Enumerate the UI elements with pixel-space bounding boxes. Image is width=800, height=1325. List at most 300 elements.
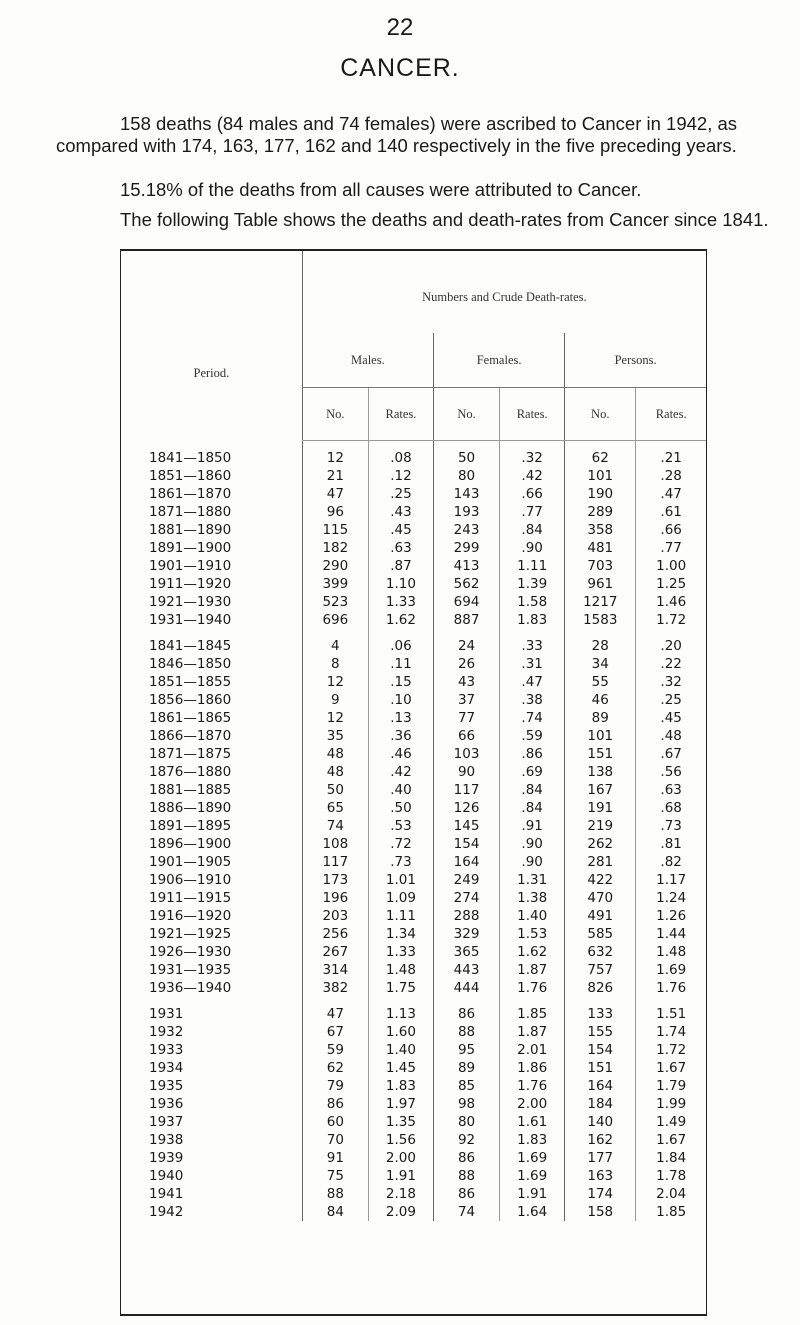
cell-females-rate: .74 (500, 709, 565, 727)
spacer-cell (302, 441, 368, 450)
cell-persons-rate: .28 (660, 468, 682, 484)
cell-females-rate: 1.87 (500, 961, 565, 979)
cell-period: 1846—1850 (121, 655, 302, 673)
cell-persons-no: 961 (565, 575, 636, 593)
table-row (121, 485, 706, 503)
cell-persons-no: 491 (565, 907, 636, 925)
cell-males-rate: 1.48 (368, 961, 433, 979)
cell-persons-no: 191 (565, 799, 636, 817)
cell-females-no: 50 (434, 449, 500, 467)
cell-persons-rate: 1.67 (656, 1132, 687, 1148)
cell-males-no: 117 (302, 853, 368, 871)
cell-males-no: 203 (302, 907, 368, 925)
cell-males-rate: 1.75 (368, 979, 433, 997)
cell-males-no: 9 (302, 691, 368, 709)
cell-females-no: 74 (434, 1203, 500, 1221)
cell-males-no: 59 (302, 1041, 368, 1059)
cell-males-rate: .25 (368, 485, 433, 503)
cell-males-rate: 1.34 (368, 925, 433, 943)
cell-males-rate: 1.10 (368, 575, 433, 593)
cell-period: 1851—1855 (121, 673, 302, 691)
cell-males-no: 48 (302, 745, 368, 763)
cell-persons-rate: 1.48 (656, 944, 687, 960)
cell-persons-rate: 1.67 (656, 1060, 687, 1076)
table-row (121, 691, 706, 709)
cell-period: 1841—1845 (121, 637, 302, 655)
cell-period: 1891—1900 (121, 539, 302, 557)
cell-period: 1876—1880 (121, 763, 302, 781)
cell-males-no: 523 (302, 593, 368, 611)
table-row (121, 1113, 706, 1131)
table-row (121, 539, 706, 557)
cell-persons-rate: 1.51 (656, 1006, 687, 1022)
spacer-cell (434, 629, 500, 637)
cell-period: 1935 (121, 1077, 302, 1095)
table-row (121, 907, 706, 925)
cell-persons-rate: 1.76 (656, 980, 687, 996)
cell-females-rate: 1.91 (500, 1185, 565, 1203)
cell-females-rate: 1.53 (500, 925, 565, 943)
cell-persons-rate: 1.44 (656, 926, 687, 942)
cell-females-no: 92 (434, 1131, 500, 1149)
cell-males-rate: 1.45 (368, 1059, 433, 1077)
cell-males-rate: 1.91 (368, 1167, 433, 1185)
cell-males-no: 91 (302, 1149, 368, 1167)
cell-period: 1916—1920 (121, 907, 302, 925)
cell-females-no: 274 (434, 889, 500, 907)
cell-period: 1861—1865 (121, 709, 302, 727)
spacer-cell (636, 997, 706, 1005)
cell-persons-no: 138 (565, 763, 636, 781)
cell-males-no: 79 (302, 1077, 368, 1095)
cell-persons-rate: .56 (660, 764, 682, 780)
cell-males-rate: .12 (368, 467, 433, 485)
cell-persons-no: 826 (565, 979, 636, 997)
cell-males-no: 4 (302, 637, 368, 655)
section-spacer (121, 997, 706, 1005)
cell-females-rate: 1.69 (500, 1149, 565, 1167)
spacer-cell (368, 441, 433, 450)
cell-period: 1936 (121, 1095, 302, 1113)
cell-males-rate: .53 (368, 817, 433, 835)
cell-females-rate: 2.00 (500, 1095, 565, 1113)
cell-males-rate: .15 (368, 673, 433, 691)
cell-males-rate: .42 (368, 763, 433, 781)
cell-persons-no: 703 (565, 557, 636, 575)
cell-males-rate: 1.33 (368, 593, 433, 611)
spacer-cell (500, 629, 565, 637)
cell-persons-no: 632 (565, 943, 636, 961)
cell-females-rate: .84 (500, 781, 565, 799)
cell-persons-rate: .82 (660, 854, 682, 870)
cell-females-no: 193 (434, 503, 500, 521)
cell-males-no: 35 (302, 727, 368, 745)
cell-females-rate: 1.87 (500, 1023, 565, 1041)
spacer-cell (434, 441, 500, 450)
table-row (121, 943, 706, 961)
cell-females-rate: 1.76 (500, 979, 565, 997)
cell-females-rate: .90 (500, 835, 565, 853)
spacer-cell (500, 997, 565, 1005)
cell-males-rate: 1.09 (368, 889, 433, 907)
cell-females-rate: 1.58 (500, 593, 565, 611)
cell-persons-rate: .68 (660, 800, 682, 816)
cell-persons-rate: .61 (660, 504, 682, 520)
cell-persons-rate: .25 (660, 692, 682, 708)
cell-period: 1861—1870 (121, 485, 302, 503)
cell-males-rate: .63 (368, 539, 433, 557)
cell-period: 1841—1850 (121, 449, 302, 467)
cell-persons-no: 358 (565, 521, 636, 539)
col-males-no: No. (302, 388, 368, 441)
cell-persons-rate: 1.17 (656, 872, 687, 888)
cell-period: 1931 (121, 1005, 302, 1023)
cell-females-no: 66 (434, 727, 500, 745)
table-row (121, 781, 706, 799)
table-row (121, 637, 706, 655)
table-row (121, 1095, 706, 1113)
cell-males-no: 108 (302, 835, 368, 853)
cell-males-rate: 1.35 (368, 1113, 433, 1131)
cell-males-rate: .08 (368, 449, 433, 467)
cell-females-rate: 1.31 (500, 871, 565, 889)
section-spacer (121, 441, 706, 450)
table-row (121, 889, 706, 907)
cell-females-no: 86 (434, 1005, 500, 1023)
cell-females-rate: 1.61 (500, 1113, 565, 1131)
cell-females-rate: .77 (500, 503, 565, 521)
cell-males-no: 21 (302, 467, 368, 485)
cell-persons-rate: .22 (660, 656, 682, 672)
table-body (121, 441, 706, 1222)
cell-period: 1871—1875 (121, 745, 302, 763)
cell-females-rate: .84 (500, 799, 565, 817)
paragraph-percentage: 15.18% of the deaths from all causes were attributed to Cancer. (120, 178, 642, 200)
cell-females-rate: 1.86 (500, 1059, 565, 1077)
cell-males-no: 267 (302, 943, 368, 961)
cell-persons-rate: 1.00 (656, 558, 687, 574)
cell-males-rate: .40 (368, 781, 433, 799)
cell-period: 1886—1890 (121, 799, 302, 817)
cell-males-rate: 1.11 (368, 907, 433, 925)
section-title: CANCER. (340, 54, 460, 82)
cell-females-no: 443 (434, 961, 500, 979)
cell-period: 1911—1920 (121, 575, 302, 593)
cell-males-no: 256 (302, 925, 368, 943)
cell-persons-no: 163 (565, 1167, 636, 1185)
cell-females-no: 88 (434, 1167, 500, 1185)
table-row (121, 1023, 706, 1041)
females-header: Females. (434, 333, 565, 388)
cancer-deaths-table (121, 251, 706, 1221)
table-row (121, 1041, 706, 1059)
cell-females-no: 90 (434, 763, 500, 781)
cell-males-rate: .73 (368, 853, 433, 871)
cell-males-rate: 2.18 (368, 1185, 433, 1203)
cell-persons-no: 184 (565, 1095, 636, 1113)
paragraph-deaths-summary: 158 deaths (84 males and 74 females) were ascribed to Cancer in 1942, as compared with 174, 163, 177, 162 and 140 respectively in the five preceding years. (56, 112, 738, 156)
cell-persons-rate: 1.78 (656, 1168, 687, 1184)
cell-males-rate: 1.62 (368, 611, 433, 629)
cell-females-no: 80 (434, 467, 500, 485)
col-males-rates: Rates. (368, 388, 433, 441)
cell-period: 1933 (121, 1041, 302, 1059)
cell-persons-no: 422 (565, 871, 636, 889)
cell-persons-no: 151 (565, 1059, 636, 1077)
cell-males-rate: 2.00 (368, 1149, 433, 1167)
cell-period: 1891—1895 (121, 817, 302, 835)
cell-males-rate: .06 (368, 637, 433, 655)
cell-males-rate: 1.83 (368, 1077, 433, 1095)
cell-females-rate: .66 (500, 485, 565, 503)
cell-period: 1926—1930 (121, 943, 302, 961)
cell-females-rate: 1.69 (500, 1167, 565, 1185)
cell-persons-rate: .73 (660, 818, 682, 834)
cell-persons-rate: .47 (660, 486, 682, 502)
cell-persons-no: 34 (565, 655, 636, 673)
cell-females-no: 117 (434, 781, 500, 799)
cell-males-rate: .10 (368, 691, 433, 709)
cell-period: 1932 (121, 1023, 302, 1041)
table-row (121, 1203, 706, 1221)
cell-period: 1939 (121, 1149, 302, 1167)
cell-females-rate: .33 (500, 637, 565, 655)
cell-persons-no: 190 (565, 485, 636, 503)
cell-males-rate: .13 (368, 709, 433, 727)
spacer-cell (565, 629, 636, 637)
cell-males-no: 399 (302, 575, 368, 593)
cell-persons-no: 481 (565, 539, 636, 557)
cell-males-no: 84 (302, 1203, 368, 1221)
cell-males-no: 96 (302, 503, 368, 521)
cell-females-no: 887 (434, 611, 500, 629)
cell-persons-no: 470 (565, 889, 636, 907)
cell-persons-no: 55 (565, 673, 636, 691)
cell-persons-rate: 2.04 (656, 1186, 687, 1202)
table-row (121, 655, 706, 673)
cell-females-rate: .59 (500, 727, 565, 745)
table-row (121, 925, 706, 943)
cell-persons-rate: .77 (660, 540, 682, 556)
cell-males-rate: 1.56 (368, 1131, 433, 1149)
table-row (121, 449, 706, 467)
table-row (121, 871, 706, 889)
cell-persons-no: 162 (565, 1131, 636, 1149)
cell-period: 1931—1940 (121, 611, 302, 629)
table-row (121, 1149, 706, 1167)
cell-females-no: 145 (434, 817, 500, 835)
cell-females-rate: 1.11 (500, 557, 565, 575)
col-females-rates: Rates. (500, 388, 565, 441)
col-persons-no: No. (565, 388, 636, 441)
table-row (121, 709, 706, 727)
cell-females-rate: 2.01 (500, 1041, 565, 1059)
cell-males-rate: .43 (368, 503, 433, 521)
cell-persons-rate: 1.84 (656, 1150, 687, 1166)
cell-males-no: 86 (302, 1095, 368, 1113)
cell-persons-no: 62 (565, 449, 636, 467)
cell-persons-no: 140 (565, 1113, 636, 1131)
cell-females-rate: 1.85 (500, 1005, 565, 1023)
cell-persons-no: 281 (565, 853, 636, 871)
cell-period: 1881—1885 (121, 781, 302, 799)
spacer-cell (368, 629, 433, 637)
table-row (121, 727, 706, 745)
cell-males-no: 182 (302, 539, 368, 557)
paragraph-table-intro: The following Table shows the deaths and death-rates from Cancer since 1841. (120, 208, 769, 230)
spacer-cell (368, 997, 433, 1005)
cell-period: 1937 (121, 1113, 302, 1131)
cell-persons-rate: 1.99 (656, 1096, 687, 1112)
cell-males-rate: .36 (368, 727, 433, 745)
cell-persons-rate: 1.49 (656, 1114, 687, 1130)
cell-females-rate: 1.64 (500, 1203, 565, 1221)
cell-persons-rate: 1.85 (656, 1204, 687, 1220)
cell-persons-no: 585 (565, 925, 636, 943)
cell-period: 1921—1925 (121, 925, 302, 943)
cell-persons-no: 757 (565, 961, 636, 979)
col-persons-rates: Rates. (636, 388, 706, 441)
cell-persons-rate: 1.79 (656, 1078, 687, 1094)
cell-males-rate: .45 (368, 521, 433, 539)
period-header: Period. (193, 366, 230, 381)
cell-period: 1931—1935 (121, 961, 302, 979)
cell-males-rate: .72 (368, 835, 433, 853)
cell-males-no: 12 (302, 673, 368, 691)
cell-females-no: 86 (434, 1185, 500, 1203)
cell-persons-no: 262 (565, 835, 636, 853)
spacer-cell (434, 997, 500, 1005)
table-row (121, 763, 706, 781)
table-row (121, 593, 706, 611)
cell-females-rate: .90 (500, 539, 565, 557)
cell-females-rate: 1.39 (500, 575, 565, 593)
cell-persons-no: 167 (565, 781, 636, 799)
table-row (121, 1185, 706, 1203)
cell-males-no: 74 (302, 817, 368, 835)
cell-males-no: 48 (302, 763, 368, 781)
table-row (121, 835, 706, 853)
cell-females-no: 26 (434, 655, 500, 673)
cell-males-no: 696 (302, 611, 368, 629)
cell-males-rate: .50 (368, 799, 433, 817)
cell-period: 1941 (121, 1185, 302, 1203)
cell-males-no: 65 (302, 799, 368, 817)
cell-period: 1866—1870 (121, 727, 302, 745)
cell-females-rate: .32 (500, 449, 565, 467)
cell-males-rate: 1.97 (368, 1095, 433, 1113)
cell-persons-rate: 1.72 (656, 1042, 687, 1058)
cell-males-rate: 1.01 (368, 871, 433, 889)
cell-persons-rate: 1.26 (656, 908, 687, 924)
cell-females-no: 143 (434, 485, 500, 503)
table-row (121, 521, 706, 539)
cell-females-no: 444 (434, 979, 500, 997)
cell-females-no: 85 (434, 1077, 500, 1095)
table-row (121, 467, 706, 485)
cell-females-no: 77 (434, 709, 500, 727)
cell-females-no: 164 (434, 853, 500, 871)
cell-females-no: 86 (434, 1149, 500, 1167)
table-row (121, 1077, 706, 1095)
cell-persons-rate: .67 (660, 746, 682, 762)
cell-persons-no: 164 (565, 1077, 636, 1095)
cell-period: 1938 (121, 1131, 302, 1149)
cell-males-no: 12 (302, 709, 368, 727)
table-row (121, 557, 706, 575)
cell-period: 1871—1880 (121, 503, 302, 521)
table-row (121, 1131, 706, 1149)
cell-persons-no: 174 (565, 1185, 636, 1203)
cell-males-no: 8 (302, 655, 368, 673)
cell-females-no: 24 (434, 637, 500, 655)
table-row (121, 575, 706, 593)
cell-persons-no: 89 (565, 709, 636, 727)
cell-females-rate: 1.62 (500, 943, 565, 961)
cell-period: 1896—1900 (121, 835, 302, 853)
table-row (121, 503, 706, 521)
cell-females-no: 103 (434, 745, 500, 763)
cell-females-no: 365 (434, 943, 500, 961)
cell-females-no: 89 (434, 1059, 500, 1077)
cell-persons-no: 28 (565, 637, 636, 655)
cell-females-rate: .84 (500, 521, 565, 539)
cell-males-rate: 1.60 (368, 1023, 433, 1041)
cell-period: 1906—1910 (121, 871, 302, 889)
cell-females-rate: .69 (500, 763, 565, 781)
cell-males-no: 47 (302, 485, 368, 503)
cell-persons-no: 154 (565, 1041, 636, 1059)
cell-persons-no: 289 (565, 503, 636, 521)
col-females-no: No. (434, 388, 500, 441)
cell-females-rate: .47 (500, 673, 565, 691)
cell-persons-rate: .20 (660, 638, 682, 654)
cell-females-no: 562 (434, 575, 500, 593)
cell-period: 1901—1910 (121, 557, 302, 575)
cell-females-rate: .90 (500, 853, 565, 871)
cell-persons-rate: .63 (660, 782, 682, 798)
cell-persons-rate: 1.74 (656, 1024, 687, 1040)
cell-persons-rate: 1.24 (656, 890, 687, 906)
spacer-cell (636, 629, 706, 637)
cell-males-rate: 2.09 (368, 1203, 433, 1221)
cell-females-no: 329 (434, 925, 500, 943)
cell-persons-rate: .45 (660, 710, 682, 726)
cell-females-rate: .38 (500, 691, 565, 709)
table-row (121, 853, 706, 871)
cell-males-rate: 1.13 (368, 1005, 433, 1023)
persons-header: Persons. (565, 333, 706, 388)
cell-females-no: 288 (434, 907, 500, 925)
cell-persons-rate: .21 (660, 450, 682, 466)
cell-females-no: 249 (434, 871, 500, 889)
cell-persons-rate: .66 (660, 522, 682, 538)
cell-period: 1911—1915 (121, 889, 302, 907)
cell-males-no: 62 (302, 1059, 368, 1077)
cell-males-rate: 1.33 (368, 943, 433, 961)
cell-females-rate: 1.38 (500, 889, 565, 907)
table-row (121, 979, 706, 997)
cell-period: 1901—1905 (121, 853, 302, 871)
cell-persons-no: 1583 (565, 611, 636, 629)
table-row (121, 817, 706, 835)
cell-males-no: 12 (302, 449, 368, 467)
cell-period: 1921—1930 (121, 593, 302, 611)
cell-males-no: 382 (302, 979, 368, 997)
cell-period: 1851—1860 (121, 467, 302, 485)
cell-period: 1942 (121, 1203, 302, 1221)
cell-females-rate: .91 (500, 817, 565, 835)
